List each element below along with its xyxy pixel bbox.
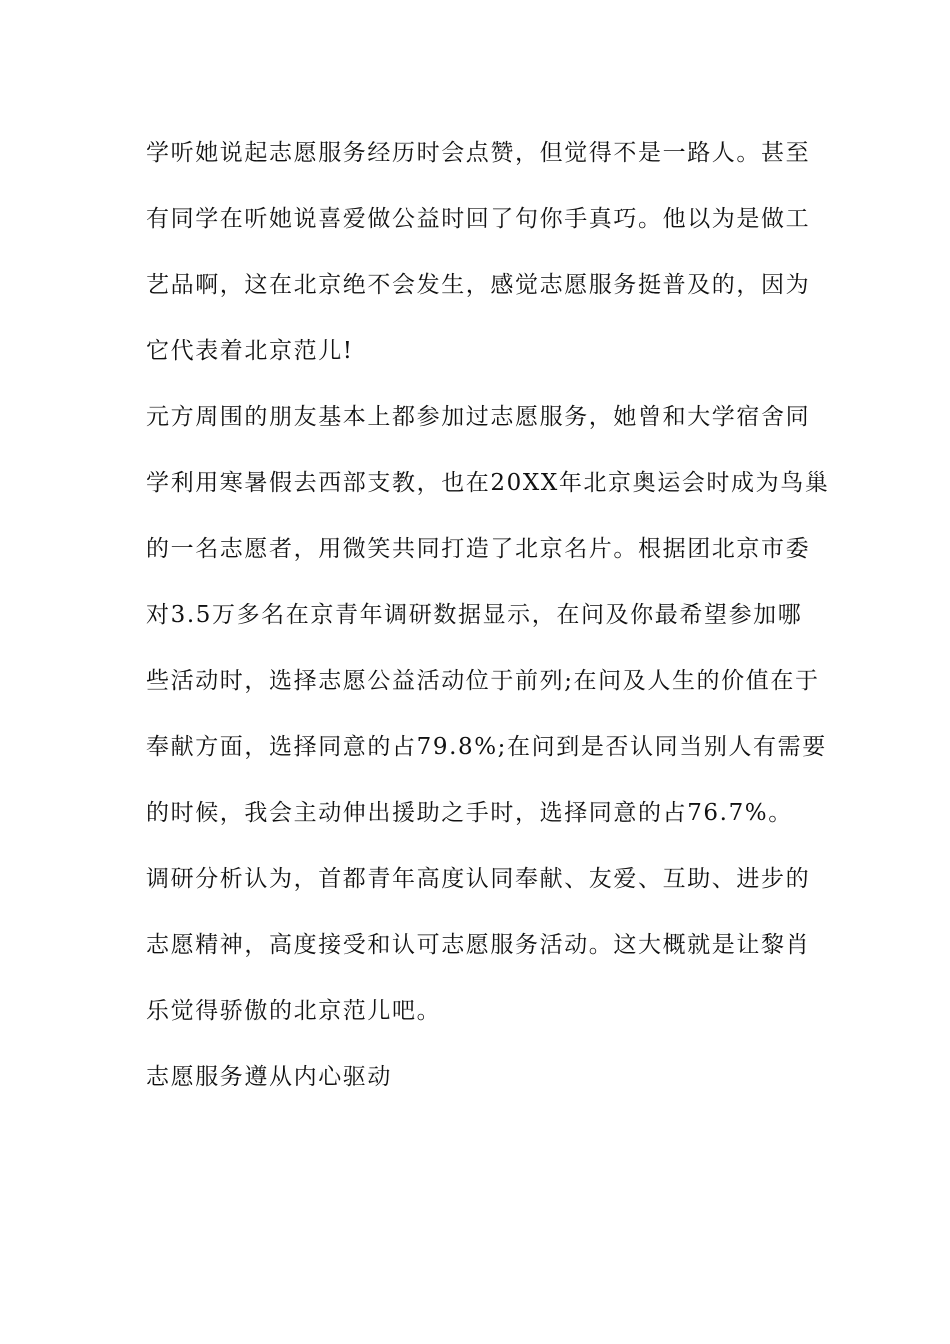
text-line-14: 乐觉得骄傲的北京范儿吧。 [146,998,442,1024]
document-body [146,128,830,1118]
text-line-12: 调研分析认为，首都青年高度认同奉献、友爱、互助、进步的 [146,866,811,892]
text-line-9: 些活动时，选择志愿公益活动位于前列;在问及人生的价值在于 [146,668,820,694]
text-line-10: 奉献方面，选择同意的占79.8%;在问到是否认同当别人有需要 [146,734,827,760]
text-line-3: 艺品啊，这在北京绝不会发生，感觉志愿服务挺普及的，因为 [146,272,811,298]
text-line-2: 有同学在听她说喜爱做公益时回了句你手真巧。他以为是做工 [146,206,811,232]
text-line-4: 它代表着北京范儿! [146,338,354,364]
text-line-8: 对3.5万多名在京青年调研数据显示，在问及你最希望参加哪 [146,602,803,628]
section-heading: 志愿服务遵从内心驱动 [146,1064,392,1090]
text-line-7: 的一名志愿者，用微笑共同打造了北京名片。根据团北京市委 [146,536,811,562]
text-line-11: 的时候，我会主动伸出援助之手时，选择同意的占76.7%。 [146,800,793,826]
text-line-6: 学利用寒暑假去西部支教，也在20XX年北京奥运会时成为鸟巢 [146,470,830,496]
text-line-5: 元方周围的朋友基本上都参加过志愿服务，她曾和大学宿舍同 [146,404,811,430]
text-line-1: 学听她说起志愿服务经历时会点赞，但觉得不是一路人。甚至 [146,140,811,166]
text-line-13: 志愿精神，高度接受和认可志愿服务活动。这大概就是让黎肖 [146,932,811,958]
